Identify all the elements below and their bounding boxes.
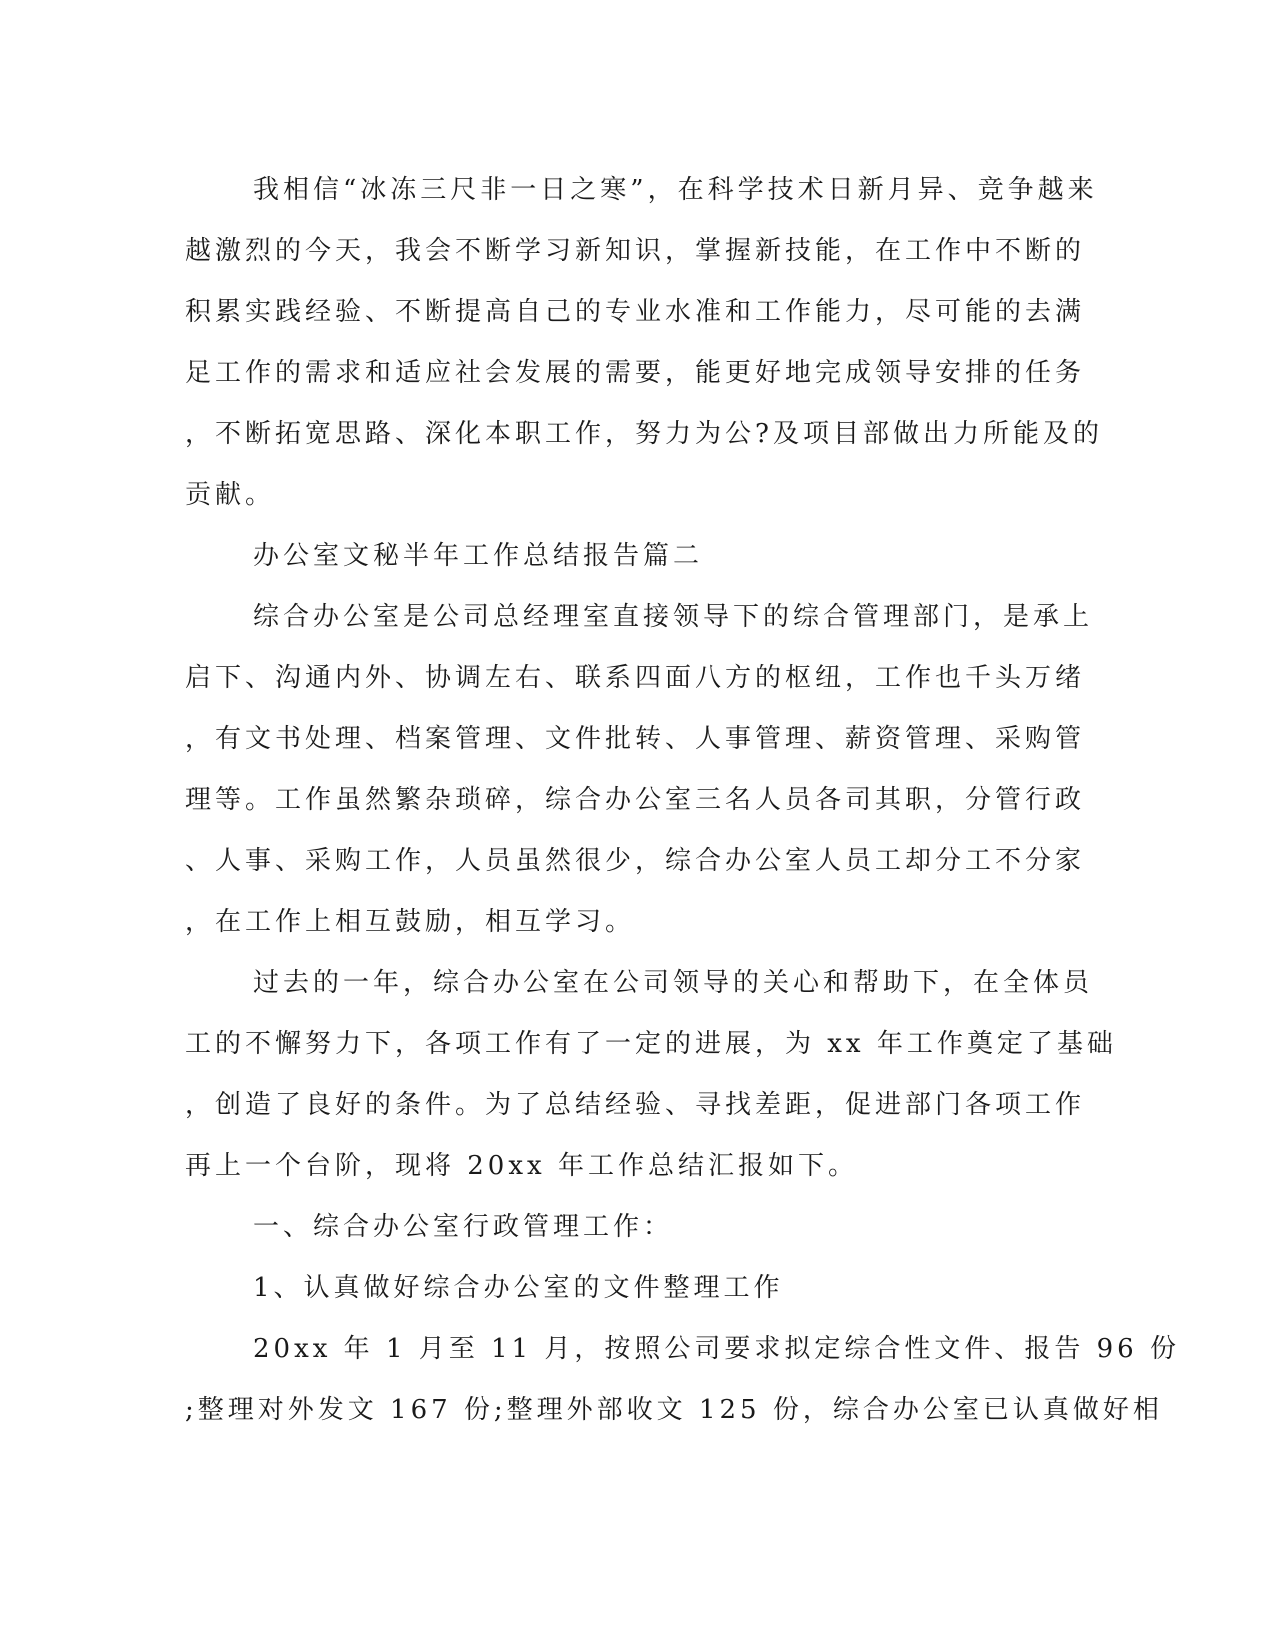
paragraph-line: 再上一个台阶，现将 20xx 年工作总结汇报如下。	[185, 1151, 858, 1181]
subsection-heading: 1、认真做好综合办公室的文件整理工作	[253, 1273, 784, 1303]
paragraph-line: ，有文书处理、档案管理、文件批转、人事管理、薪资管理、采购管	[185, 724, 1086, 754]
paragraph-line: ，创造了良好的条件。为了总结经验、寻找差距，促进部门各项工作	[185, 1090, 1086, 1120]
paragraph-line: 理等。工作虽然繁杂琐碎，综合办公室三名人员各司其职，分管行政	[185, 785, 1086, 815]
paragraph-line: 越激烈的今天，我会不断学习新知识，掌握新技能，在工作中不断的	[185, 236, 1086, 266]
paragraph-line: 、人事、采购工作，人员虽然很少，综合办公室人员工却分工不分家	[185, 846, 1086, 876]
paragraph-line: 积累实践经验、不断提高自己的专业水准和工作能力，尽可能的去满	[185, 297, 1086, 327]
paragraph-line: ，在工作上相互鼓励，相互学习。	[185, 907, 636, 937]
paragraph-line: 过去的一年，综合办公室在公司领导的关心和帮助下，在全体员	[253, 968, 1094, 998]
section-heading: 办公室文秘半年工作总结报告篇二	[253, 541, 704, 571]
paragraph-line: 启下、沟通内外、协调左右、联系四面八方的枢纽，工作也千头万绪	[185, 663, 1086, 693]
paragraph-line: 贡献。	[185, 480, 276, 510]
paragraph-line: ，不断拓宽思路、深化本职工作，努力为公?及项目部做出力所能及的	[185, 419, 1103, 449]
paragraph-line: 工的不懈努力下，各项工作有了一定的进展，为 xx 年工作奠定了基础	[185, 1029, 1117, 1059]
paragraph-line: 我相信“冰冻三尺非一日之寒”，在科学技术日新月异、竞争越来	[253, 175, 1098, 205]
paragraph-line: ;整理对外发文 167 份;整理外部收文 125 份，综合办公室已认真做好相	[185, 1395, 1163, 1425]
document-body	[185, 160, 1185, 1441]
paragraph-line: 足工作的需求和适应社会发展的需要，能更好地完成领导安排的任务	[185, 358, 1086, 388]
subsection-heading: 一、综合办公室行政管理工作：	[253, 1212, 674, 1242]
paragraph-line: 综合办公室是公司总经理室直接领导下的综合管理部门，是承上	[253, 602, 1094, 632]
paragraph-line: 20xx 年 1 月至 11 月，按照公司要求拟定综合性文件、报告 96 份	[253, 1334, 1180, 1364]
